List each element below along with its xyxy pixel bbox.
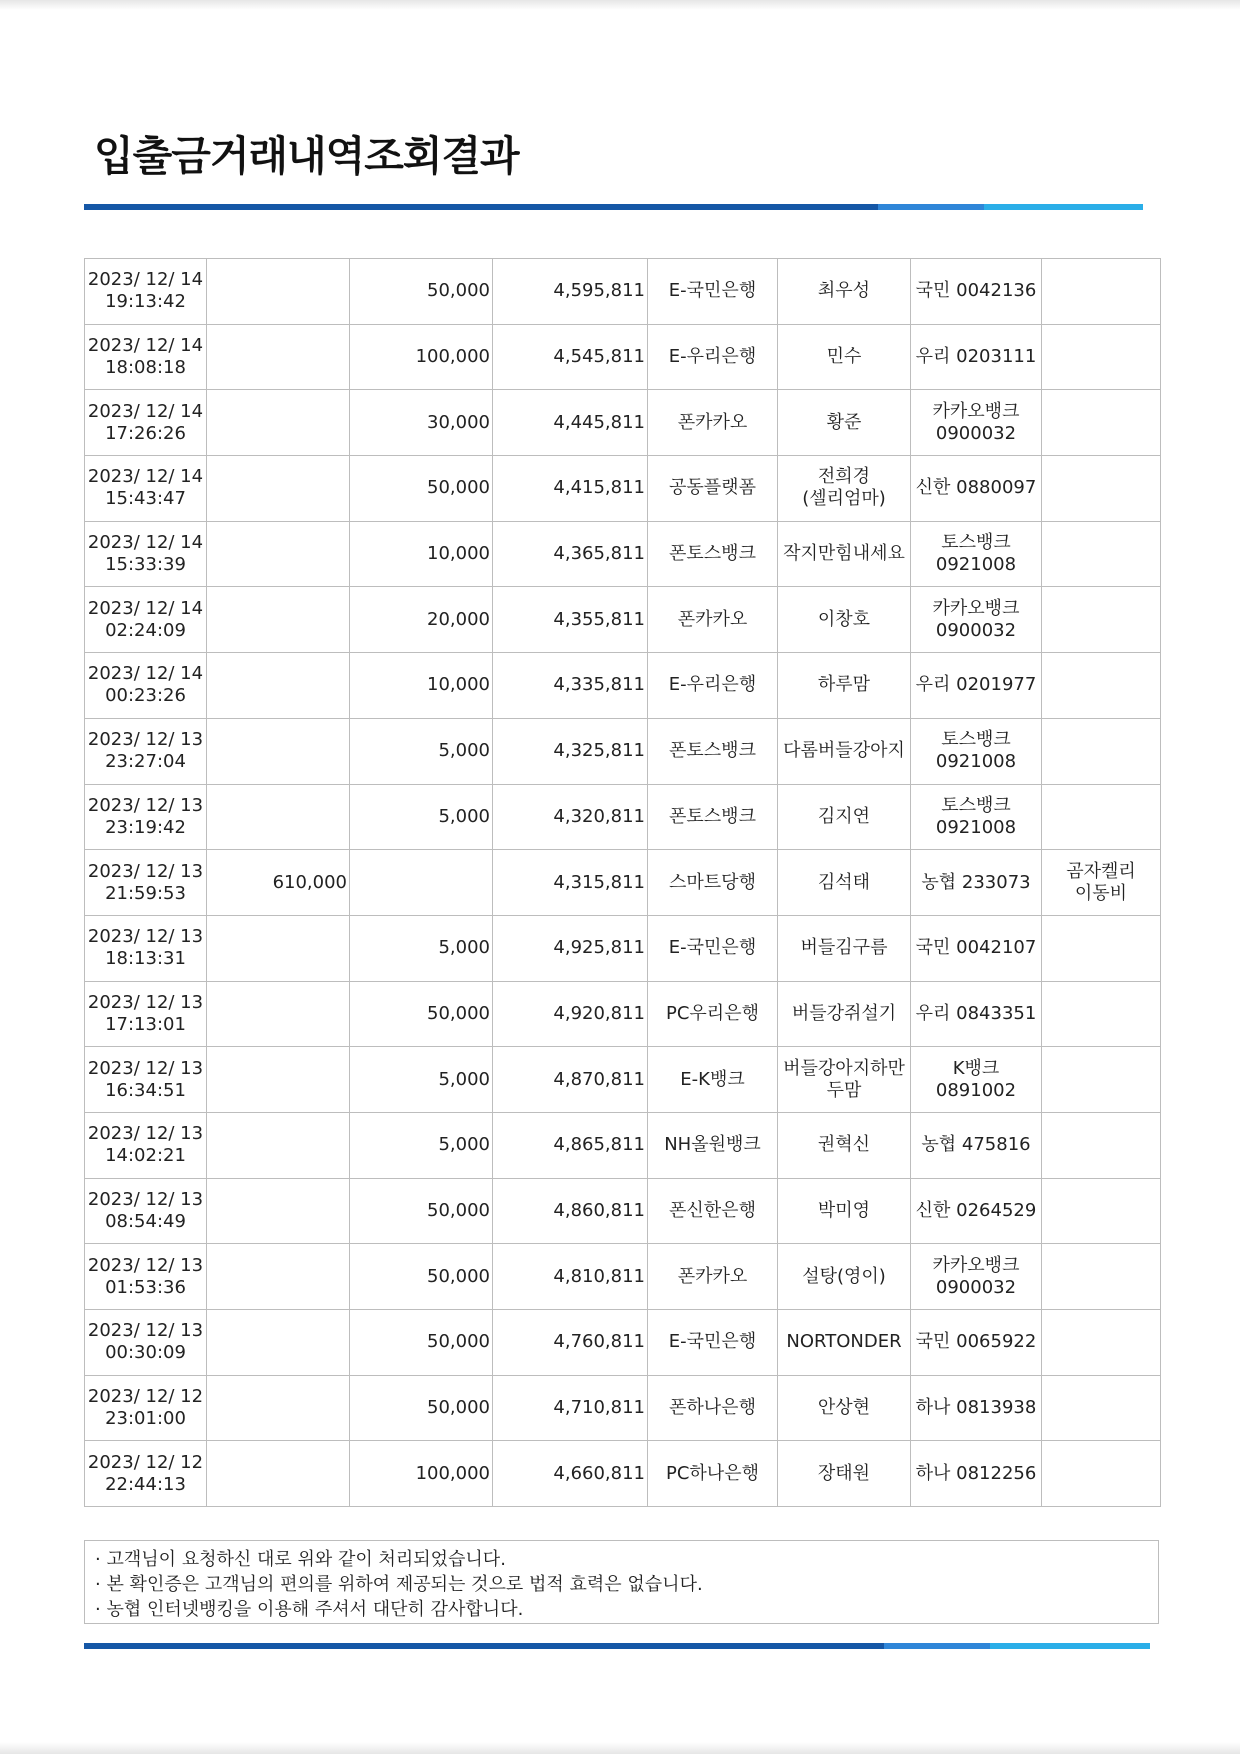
counterparty-account: 하나 0812256 bbox=[911, 1441, 1042, 1507]
balance-amount: 4,920,811 bbox=[493, 981, 648, 1047]
transaction-memo bbox=[1042, 1244, 1161, 1310]
transaction-datetime bbox=[85, 1441, 207, 1507]
deposit-amount bbox=[207, 653, 350, 719]
transaction-time: 18:13:31 bbox=[105, 948, 186, 970]
table-row bbox=[85, 324, 1161, 390]
counterparty-name: 안상현 bbox=[778, 1375, 911, 1441]
deposit-amount bbox=[207, 784, 350, 850]
counterparty-account: 우리 0201977 bbox=[911, 653, 1042, 719]
transaction-memo bbox=[1042, 259, 1161, 325]
transaction-datetime bbox=[85, 587, 207, 653]
deposit-amount bbox=[207, 718, 350, 784]
transaction-date: 2023/ 12/ 14 bbox=[87, 532, 204, 554]
notice-line: · 고객님이 요청하신 대로 위와 같이 처리되었습니다. bbox=[95, 1549, 506, 1570]
transaction-date: 2023/ 12/ 14 bbox=[87, 269, 204, 291]
table-row bbox=[85, 259, 1161, 325]
withdrawal-amount: 50,000 bbox=[350, 456, 493, 522]
transaction-date: 2023/ 12/ 14 bbox=[87, 335, 204, 357]
transaction-time: 17:13:01 bbox=[105, 1013, 186, 1035]
withdrawal-amount: 100,000 bbox=[350, 1441, 493, 1507]
transaction-date: 2023/ 12/ 12 bbox=[87, 1451, 204, 1473]
transaction-datetime bbox=[85, 981, 207, 1047]
deposit-amount bbox=[207, 1375, 350, 1441]
transaction-datetime bbox=[85, 324, 207, 390]
transaction-date: 2023/ 12/ 13 bbox=[87, 926, 204, 948]
transaction-date: 2023/ 12/ 13 bbox=[87, 860, 204, 882]
counterparty-account: 농협 233073 bbox=[911, 850, 1042, 916]
transaction-datetime bbox=[85, 521, 207, 587]
withdrawal-amount: 30,000 bbox=[350, 390, 493, 456]
transaction-memo bbox=[1042, 784, 1161, 850]
transaction-description: 폰카카오 bbox=[648, 1244, 778, 1310]
transaction-date: 2023/ 12/ 14 bbox=[87, 663, 204, 685]
balance-amount: 4,710,811 bbox=[493, 1375, 648, 1441]
balance-amount: 4,445,811 bbox=[493, 390, 648, 456]
withdrawal-amount: 100,000 bbox=[350, 324, 493, 390]
transaction-date: 2023/ 12/ 13 bbox=[87, 1320, 204, 1342]
transaction-time: 15:43:47 bbox=[105, 488, 186, 510]
withdrawal-amount: 20,000 bbox=[350, 587, 493, 653]
transaction-time: 00:23:26 bbox=[105, 685, 186, 707]
transaction-memo bbox=[1042, 324, 1161, 390]
deposit-amount bbox=[207, 1178, 350, 1244]
transaction-date: 2023/ 12/ 13 bbox=[87, 729, 204, 751]
balance-amount: 4,545,811 bbox=[493, 324, 648, 390]
transaction-time: 23:19:42 bbox=[105, 816, 186, 838]
counterparty-account: 우리 0203111 bbox=[911, 324, 1042, 390]
transaction-table bbox=[84, 258, 1161, 1507]
table-row bbox=[85, 915, 1161, 981]
transaction-description: PC우리은행 bbox=[648, 981, 778, 1047]
counterparty-account: 국민 0042107 bbox=[911, 915, 1042, 981]
balance-amount: 4,355,811 bbox=[493, 587, 648, 653]
deposit-amount bbox=[207, 981, 350, 1047]
transaction-memo: 곰자켈리 이동비 bbox=[1042, 850, 1161, 916]
withdrawal-amount: 5,000 bbox=[350, 915, 493, 981]
counterparty-account: K뱅크 0891002 bbox=[911, 1047, 1042, 1113]
transaction-time: 22:44:13 bbox=[105, 1473, 186, 1495]
transaction-description: 폰카카오 bbox=[648, 390, 778, 456]
transaction-date: 2023/ 12/ 13 bbox=[87, 1123, 204, 1145]
transaction-description: 폰카카오 bbox=[648, 587, 778, 653]
transaction-memo bbox=[1042, 1178, 1161, 1244]
counterparty-account: 신한 0264529 bbox=[911, 1178, 1042, 1244]
counterparty-account: 토스뱅크 0921008 bbox=[911, 784, 1042, 850]
transaction-description: E-우리은행 bbox=[648, 324, 778, 390]
balance-amount: 4,365,811 bbox=[493, 521, 648, 587]
transaction-date: 2023/ 12/ 14 bbox=[87, 597, 204, 619]
counterparty-account: 국민 0042136 bbox=[911, 259, 1042, 325]
deposit-amount bbox=[207, 1441, 350, 1507]
transaction-date: 2023/ 12/ 13 bbox=[87, 1254, 204, 1276]
notice-line: · 본 확인증은 고객님의 편의를 위하여 제공되는 것으로 법적 효력은 없습니다. bbox=[95, 1574, 703, 1595]
transaction-description: 폰토스뱅크 bbox=[648, 784, 778, 850]
table-row bbox=[85, 390, 1161, 456]
counterparty-name: 버들강아지하만두맘 bbox=[778, 1047, 911, 1113]
transaction-time: 18:08:18 bbox=[105, 357, 186, 379]
counterparty-name: 김석태 bbox=[778, 850, 911, 916]
balance-amount: 4,335,811 bbox=[493, 653, 648, 719]
transaction-datetime bbox=[85, 1112, 207, 1178]
withdrawal-amount: 50,000 bbox=[350, 1244, 493, 1310]
table-row bbox=[85, 1112, 1161, 1178]
balance-amount: 4,320,811 bbox=[493, 784, 648, 850]
withdrawal-amount: 50,000 bbox=[350, 1178, 493, 1244]
transaction-date: 2023/ 12/ 13 bbox=[87, 991, 204, 1013]
deposit-amount bbox=[207, 1047, 350, 1113]
deposit-amount bbox=[207, 1244, 350, 1310]
transaction-time: 21:59:53 bbox=[105, 882, 186, 904]
table-row bbox=[85, 784, 1161, 850]
withdrawal-amount bbox=[350, 850, 493, 916]
transaction-description: E-국민은행 bbox=[648, 1310, 778, 1376]
withdrawal-amount: 50,000 bbox=[350, 1310, 493, 1376]
withdrawal-amount: 5,000 bbox=[350, 1112, 493, 1178]
transaction-memo bbox=[1042, 456, 1161, 522]
balance-amount: 4,595,811 bbox=[493, 259, 648, 325]
balance-amount: 4,760,811 bbox=[493, 1310, 648, 1376]
transaction-memo bbox=[1042, 981, 1161, 1047]
page-top-shadow bbox=[0, 0, 1240, 10]
transaction-memo bbox=[1042, 521, 1161, 587]
transaction-datetime bbox=[85, 1178, 207, 1244]
transaction-date: 2023/ 12/ 13 bbox=[87, 1057, 204, 1079]
counterparty-account: 토스뱅크 0921008 bbox=[911, 521, 1042, 587]
transaction-description: 폰신한은행 bbox=[648, 1178, 778, 1244]
transaction-date: 2023/ 12/ 12 bbox=[87, 1386, 204, 1408]
counterparty-name: 박미영 bbox=[778, 1178, 911, 1244]
balance-amount: 4,810,811 bbox=[493, 1244, 648, 1310]
transaction-time: 17:26:26 bbox=[105, 422, 186, 444]
table-row bbox=[85, 1441, 1161, 1507]
transaction-datetime bbox=[85, 259, 207, 325]
transaction-datetime bbox=[85, 1047, 207, 1113]
transaction-description: E-국민은행 bbox=[648, 259, 778, 325]
notice-line: · 농협 인터넷뱅킹을 이용해 주셔서 대단히 감사합니다. bbox=[95, 1599, 524, 1620]
transaction-memo bbox=[1042, 1310, 1161, 1376]
transaction-datetime bbox=[85, 390, 207, 456]
counterparty-account: 카카오뱅크 0900032 bbox=[911, 390, 1042, 456]
transaction-memo bbox=[1042, 653, 1161, 719]
counterparty-name: 이창호 bbox=[778, 587, 911, 653]
transaction-time: 02:24:09 bbox=[105, 619, 186, 641]
table-row bbox=[85, 587, 1161, 653]
counterparty-name: 김지연 bbox=[778, 784, 911, 850]
transaction-datetime bbox=[85, 1310, 207, 1376]
transaction-datetime bbox=[85, 1375, 207, 1441]
transaction-memo bbox=[1042, 587, 1161, 653]
balance-amount: 4,415,811 bbox=[493, 456, 648, 522]
title-divider bbox=[84, 204, 1143, 210]
deposit-amount bbox=[207, 456, 350, 522]
withdrawal-amount: 10,000 bbox=[350, 653, 493, 719]
transaction-memo bbox=[1042, 915, 1161, 981]
counterparty-name: 권혁신 bbox=[778, 1112, 911, 1178]
transaction-memo bbox=[1042, 390, 1161, 456]
counterparty-account: 토스뱅크 0921008 bbox=[911, 718, 1042, 784]
deposit-amount bbox=[207, 521, 350, 587]
table-row bbox=[85, 1375, 1161, 1441]
balance-amount: 4,860,811 bbox=[493, 1178, 648, 1244]
counterparty-account: 신한 0880097 bbox=[911, 456, 1042, 522]
footer-divider bbox=[84, 1643, 1150, 1649]
withdrawal-amount: 5,000 bbox=[350, 718, 493, 784]
counterparty-name: 하루맘 bbox=[778, 653, 911, 719]
withdrawal-amount: 50,000 bbox=[350, 981, 493, 1047]
balance-amount: 4,315,811 bbox=[493, 850, 648, 916]
transaction-description: E-우리은행 bbox=[648, 653, 778, 719]
counterparty-name: 전희경(셀리엄마) bbox=[778, 456, 911, 522]
balance-amount: 4,660,811 bbox=[493, 1441, 648, 1507]
page-bottom-shadow bbox=[0, 1742, 1240, 1754]
transaction-datetime bbox=[85, 784, 207, 850]
transaction-description: NH올원뱅크 bbox=[648, 1112, 778, 1178]
counterparty-account: 하나 0813938 bbox=[911, 1375, 1042, 1441]
counterparty-account: 국민 0065922 bbox=[911, 1310, 1042, 1376]
transaction-memo bbox=[1042, 1112, 1161, 1178]
withdrawal-amount: 5,000 bbox=[350, 784, 493, 850]
table-row bbox=[85, 1178, 1161, 1244]
transaction-time: 16:34:51 bbox=[105, 1079, 186, 1101]
transaction-date: 2023/ 12/ 13 bbox=[87, 1188, 204, 1210]
deposit-amount bbox=[207, 390, 350, 456]
transaction-time: 19:13:42 bbox=[105, 291, 186, 313]
deposit-amount bbox=[207, 259, 350, 325]
counterparty-account: 카카오뱅크 0900032 bbox=[911, 587, 1042, 653]
transaction-description: E-K뱅크 bbox=[648, 1047, 778, 1113]
transaction-date: 2023/ 12/ 14 bbox=[87, 466, 204, 488]
transaction-time: 00:30:09 bbox=[105, 1342, 186, 1364]
transaction-description: 폰하나은행 bbox=[648, 1375, 778, 1441]
table-row bbox=[85, 521, 1161, 587]
deposit-amount bbox=[207, 324, 350, 390]
table-row bbox=[85, 981, 1161, 1047]
transaction-time: 23:27:04 bbox=[105, 751, 186, 773]
withdrawal-amount: 10,000 bbox=[350, 521, 493, 587]
table-row bbox=[85, 1310, 1161, 1376]
transaction-description: E-국민은행 bbox=[648, 915, 778, 981]
withdrawal-amount: 5,000 bbox=[350, 1047, 493, 1113]
counterparty-name: 버들김구름 bbox=[778, 915, 911, 981]
notice-box bbox=[84, 1540, 1159, 1624]
transaction-memo bbox=[1042, 1375, 1161, 1441]
withdrawal-amount: 50,000 bbox=[350, 259, 493, 325]
transaction-datetime bbox=[85, 718, 207, 784]
counterparty-name: NORTONDER bbox=[778, 1310, 911, 1376]
transaction-description: 공동플랫폼 bbox=[648, 456, 778, 522]
table-row bbox=[85, 653, 1161, 719]
transaction-table-body bbox=[85, 259, 1161, 1507]
counterparty-account: 카카오뱅크 0900032 bbox=[911, 1244, 1042, 1310]
transaction-datetime bbox=[85, 850, 207, 916]
transaction-time: 08:54:49 bbox=[105, 1210, 186, 1232]
transaction-date: 2023/ 12/ 13 bbox=[87, 794, 204, 816]
transaction-time: 15:33:39 bbox=[105, 554, 186, 576]
transaction-description: 폰토스뱅크 bbox=[648, 718, 778, 784]
counterparty-name: 황준 bbox=[778, 390, 911, 456]
counterparty-account: 농협 475816 bbox=[911, 1112, 1042, 1178]
deposit-amount bbox=[207, 1112, 350, 1178]
counterparty-name: 최우성 bbox=[778, 259, 911, 325]
balance-amount: 4,325,811 bbox=[493, 718, 648, 784]
counterparty-name: 민수 bbox=[778, 324, 911, 390]
transaction-memo bbox=[1042, 1441, 1161, 1507]
transaction-description: PC하나은행 bbox=[648, 1441, 778, 1507]
deposit-amount: 610,000 bbox=[207, 850, 350, 916]
counterparty-account: 우리 0843351 bbox=[911, 981, 1042, 1047]
transaction-datetime bbox=[85, 1244, 207, 1310]
transaction-memo bbox=[1042, 718, 1161, 784]
deposit-amount bbox=[207, 587, 350, 653]
counterparty-name: 장태원 bbox=[778, 1441, 911, 1507]
deposit-amount bbox=[207, 915, 350, 981]
transaction-description: 스마트당행 bbox=[648, 850, 778, 916]
table-row bbox=[85, 1047, 1161, 1113]
transaction-datetime bbox=[85, 653, 207, 719]
withdrawal-amount: 50,000 bbox=[350, 1375, 493, 1441]
counterparty-name: 설탕(영이) bbox=[778, 1244, 911, 1310]
transaction-memo bbox=[1042, 1047, 1161, 1113]
deposit-amount bbox=[207, 1310, 350, 1376]
transaction-datetime bbox=[85, 456, 207, 522]
balance-amount: 4,870,811 bbox=[493, 1047, 648, 1113]
table-row bbox=[85, 456, 1161, 522]
page-title: 입출금거래내역조회결과 bbox=[94, 132, 519, 180]
transaction-time: 23:01:00 bbox=[105, 1408, 186, 1430]
counterparty-name: 다롬버들강아지 bbox=[778, 718, 911, 784]
table-row bbox=[85, 718, 1161, 784]
balance-amount: 4,925,811 bbox=[493, 915, 648, 981]
counterparty-name: 작지만힘내세요 bbox=[778, 521, 911, 587]
transaction-time: 14:02:21 bbox=[105, 1145, 186, 1167]
counterparty-name: 버들강쥐설기 bbox=[778, 981, 911, 1047]
transaction-datetime bbox=[85, 915, 207, 981]
transaction-time: 01:53:36 bbox=[105, 1276, 186, 1298]
table-row bbox=[85, 850, 1161, 916]
table-row bbox=[85, 1244, 1161, 1310]
transaction-date: 2023/ 12/ 14 bbox=[87, 400, 204, 422]
balance-amount: 4,865,811 bbox=[493, 1112, 648, 1178]
transaction-description: 폰토스뱅크 bbox=[648, 521, 778, 587]
